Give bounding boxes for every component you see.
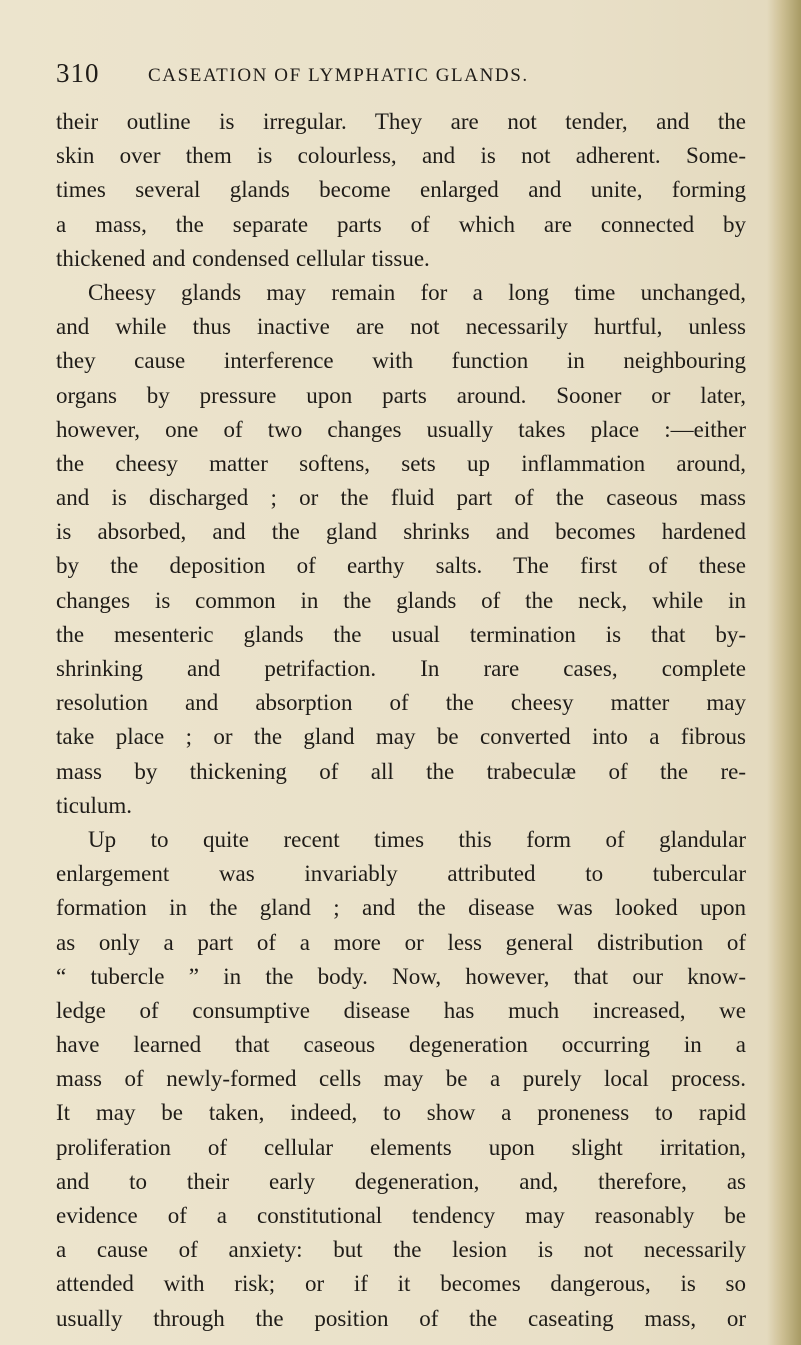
text-line: take place ; or the gland may be converted into a fibrous: [56, 724, 746, 750]
text-line: thickened and condensed cellular tissue.: [56, 245, 430, 271]
text-line: attended with risk; or if it becomes dangerous, is so: [56, 1271, 746, 1297]
text-line: times several glands become enlarged and unite, forming: [56, 177, 746, 203]
text-line: mass by thickening of all the trabeculæ of the re-: [56, 758, 746, 784]
page-edge-shadow: [767, 0, 801, 1345]
text-line: is absorbed, and the gland shrinks and becomes hardened: [56, 519, 746, 545]
page-number: 310: [56, 58, 100, 88]
text-line: formation in the gland ; and the disease was looked upon: [56, 895, 746, 921]
text-line: and to their early degeneration, and, therefore, as: [56, 1168, 746, 1194]
body-text: [56, 105, 746, 1336]
text-line: resolution and absorption of the cheesy matter may: [56, 690, 746, 716]
text-line: evidence of a constitutional tendency may reasonably be: [56, 1203, 746, 1228]
text-line: a cause of anxiety: but the lesion is not necessarily: [56, 1237, 746, 1263]
text-line: however, one of two changes usually takes place :—either: [56, 416, 746, 442]
text-line: they cause interference with function in neighbouring: [56, 348, 746, 374]
text-line: changes is common in the glands of the neck, while in: [56, 587, 746, 613]
text-line: skin over them is colourless, and is not adherent. Some-: [56, 143, 746, 169]
text-line: shrinking and petrifaction. In rare cases, complete: [56, 656, 746, 681]
page-header: [56, 58, 746, 94]
running-head: CASEATION OF LYMPHATIC GLANDS.: [148, 65, 529, 86]
text-line: and is discharged ; or the fluid part of the caseous mass: [56, 485, 746, 511]
text-line: their outline is irregular. They are not tender, and the: [56, 109, 746, 134]
text-line: “ tubercle ” in the body. Now, however, that our know-: [56, 963, 746, 989]
text-line: the mesenteric glands the usual termination is that by-: [56, 621, 746, 647]
text-line: as only a part of a more or less general distribution of: [56, 929, 746, 955]
text-line: usually through the position of the caseating mass, or: [56, 1305, 746, 1331]
text-line: Cheesy glands may remain for a long time unchanged,: [88, 279, 746, 305]
text-line: have learned that caseous degeneration occurring in a: [56, 1032, 746, 1058]
text-line: by the deposition of earthy salts. The first of these: [56, 553, 746, 579]
text-line: enlargement was invariably attributed to tubercular: [56, 861, 746, 887]
text-line: It may be taken, indeed, to show a proneness to rapid: [56, 1100, 746, 1126]
text-line: Up to quite recent times this form of glandular: [88, 826, 746, 852]
text-line: mass of newly-formed cells may be a purely local process.: [56, 1066, 746, 1092]
text-line: ledge of consumptive disease has much increased, we: [56, 997, 746, 1023]
text-line: ticulum.: [56, 792, 133, 818]
text-line: proliferation of cellular elements upon slight irritation,: [56, 1134, 746, 1160]
text-line: organs by pressure upon parts around. Sooner or later,: [56, 382, 746, 408]
text-line: a mass, the separate parts of which are connected by: [56, 211, 746, 237]
text-line: and while thus inactive are not necessarily hurtful, unless: [56, 314, 746, 340]
text-line: the cheesy matter softens, sets up inflammation around,: [56, 450, 746, 476]
